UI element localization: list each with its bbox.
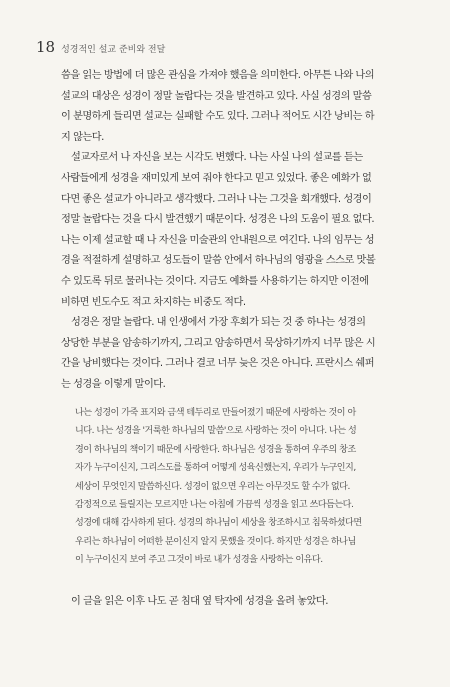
closing-paragraph: 이 글을 읽은 이후 나도 곧 침대 옆 탁자에 성경을 올려 놓았다. — [71, 596, 329, 607]
text-line: 다면 좋은 설교가 아니라고 생각했다. 그러나 나는 그것을 회개했다. 성경이 — [61, 193, 372, 205]
text-line: 정말 놀랍다는 것을 다시 발견했기 때문이다. 성경은 나의 도움이 필요 없다. — [61, 214, 375, 226]
text-line: 지 않는다. — [61, 131, 104, 143]
text-line: 경을 적절하게 설명하고 성도들이 말씀 안에서 하나님의 영광을 스스로 맛볼 — [61, 255, 376, 267]
quote-line: 니다. 나는 성경을 '거룩한 하나님의 말씀'으로 사랑하는 것이 아니다. 나는 성 — [75, 426, 357, 437]
quote-line: 감정적으로 들릴지는 모르지만 나는 아침에 가끔씩 성경을 읽고 쓰다듬는다. — [75, 500, 354, 511]
page-header — [36, 38, 165, 56]
quote-line: 우리는 하나님이 어떠한 분이신지 알지 못했을 것이다. 하지만 성경은 하나님 — [75, 536, 356, 547]
text-line: 수 있도록 뒤로 물러나는 것이다. 지금도 예화를 사용하기는 하지만 이전에 — [61, 275, 369, 287]
text-line: 비하면 빈도수도 적고 차지하는 비중도 적다. — [61, 296, 246, 308]
text-line: 는 성경을 이렇게 말이다. — [61, 378, 166, 390]
text-line: 성경은 정말 놀랍다. 내 인생에서 가장 후회가 되는 것 중 하나는 성경의 — [71, 317, 366, 329]
paragraph-3 — [61, 313, 405, 395]
text-line: 씀을 읽는 방법에 더 많은 관심을 가져야 했음을 의미한다. 아무튼 나와 나의 — [61, 70, 375, 81]
paragraph-2 — [61, 148, 405, 313]
quote-line: 이 누구이신지 보여 주고 그것이 바로 내가 성경을 사랑하는 이유다. — [75, 555, 323, 566]
quote-line: 세상이 무엇인지 말씀하신다. 성경이 없으면 우리는 아무것도 할 수가 없다. — [75, 481, 350, 492]
running-title: 성경적인 설교 준비와 전달 — [61, 45, 166, 55]
quote-line: 성경에 대해 감사하게 된다. 성경의 하나님이 세상을 창조하시고 침묵하셨다면 — [75, 518, 362, 529]
quote-line: 자가 누구이신지, 그리스도를 통하여 어떻게 성육신했는지, 우리가 누구인지, — [75, 463, 356, 474]
text-line: 설교자로서 나 자신을 보는 시각도 변했다. 나는 사실 나의 설교를 듣는 — [71, 152, 363, 164]
text-line: 나는 이제 설교할 때 나 자신을 미술관의 안내원으로 여긴다. 나의 임무는 성 — [61, 234, 375, 246]
text-line: 상당한 부분을 암송하기까지, 그리고 암송하면서 묵상하기까지 너무 많은 시 — [61, 337, 376, 349]
page-number: 18 — [36, 38, 56, 56]
text-line: 사람들에게 성경을 재미있게 보여 줘야 한다고 믿고 있었다. 좋은 예화가 없 — [61, 172, 372, 184]
text-line: 간을 낭비했다는 것이다. 그러나 결코 너무 늦은 것은 아니다. 프란시스 쉐퍼 — [61, 358, 375, 370]
body-text — [61, 66, 405, 396]
paragraph-1 — [61, 66, 405, 148]
text-line: 이 분명하게 들리면 설교는 실패할 수도 있다. 그러나 적어도 시간 낭비는 하 — [61, 111, 375, 123]
block-quote — [75, 404, 395, 570]
text-line: 설교의 대상은 성경이 정말 놀랍다는 것을 발견하고 있다. 사실 성경의 말씀 — [61, 90, 372, 102]
quote-line: 경이 하나님의 책이기 때문에 사랑한다. 하나님은 성경을 통하여 우주의 창조 — [75, 444, 356, 455]
quote-line: 나는 성경이 가죽 표지와 금색 테두리로 만들어졌기 때문에 사랑하는 것이 아 — [75, 408, 356, 418]
